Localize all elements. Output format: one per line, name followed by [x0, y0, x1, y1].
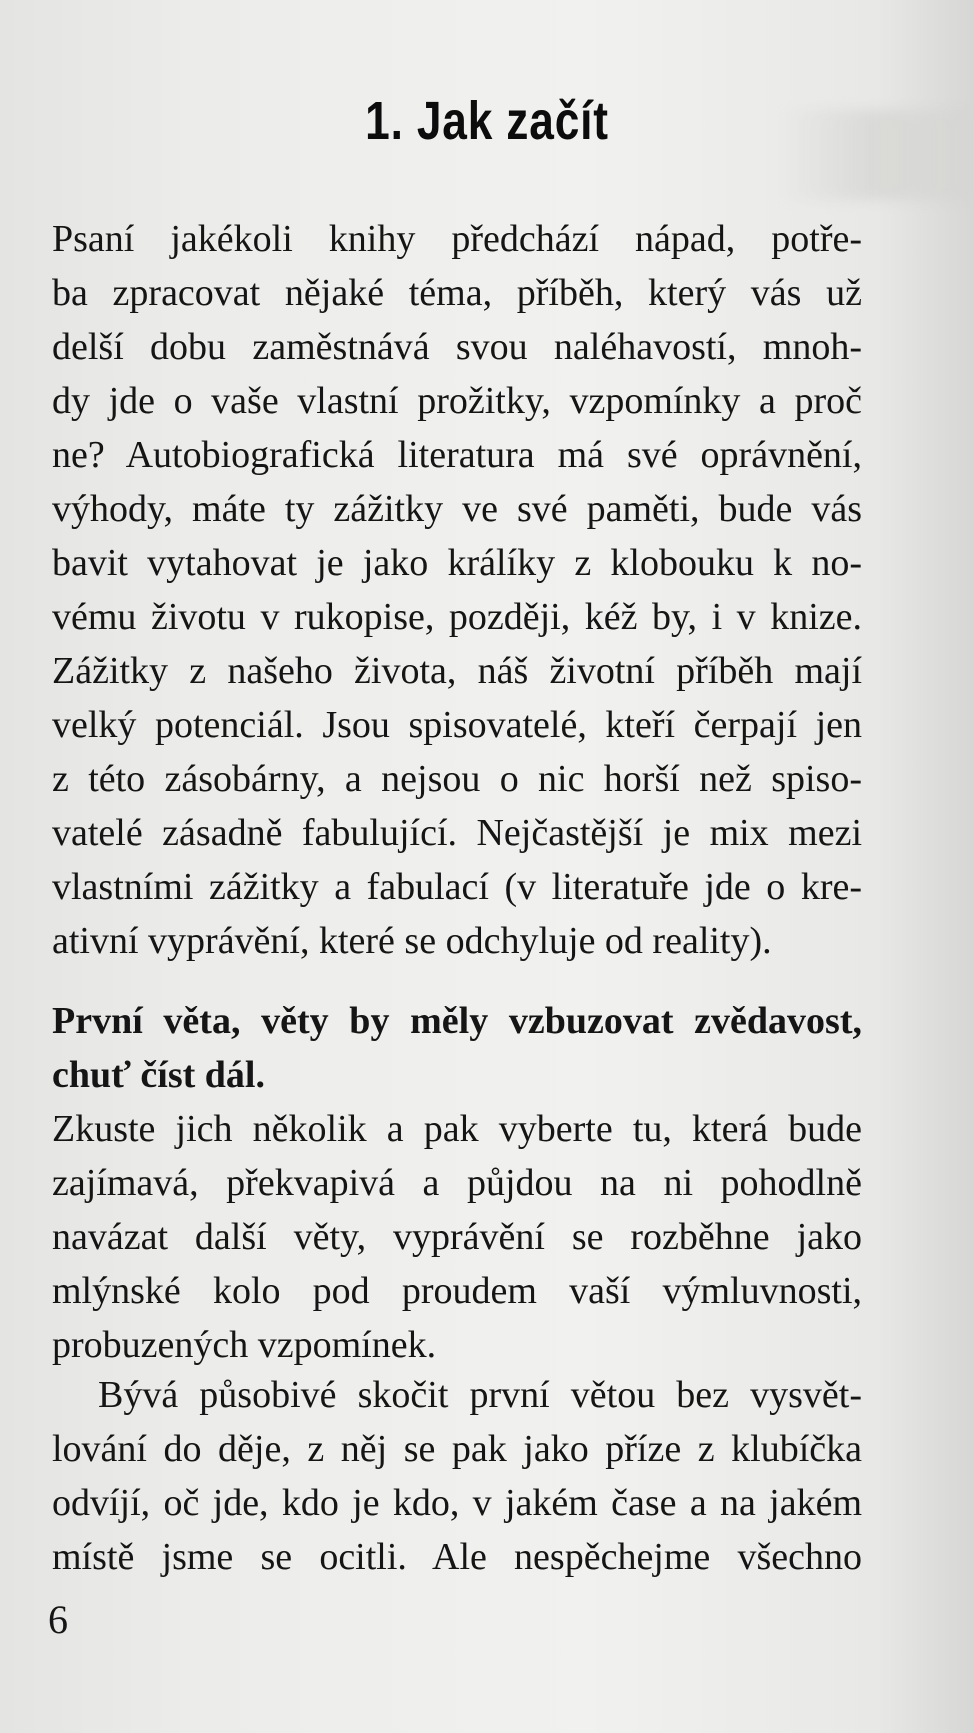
- text-line: výhody, máte ty zážitky ve své paměti, bude vás: [52, 488, 862, 530]
- text-line: dy jde o vaše vlastní prožitky, vzpomínky a proč: [52, 380, 862, 422]
- text-line: ativní vyprávění, které se odchyluje od reality).: [52, 920, 772, 962]
- text-line: ne? Autobiografická literatura má své oprávnění,: [52, 434, 862, 476]
- paragraph-jump-in: [52, 1368, 862, 1584]
- text-line: místě jsme se ocitli. Ale nespěchejme všechno: [52, 1536, 862, 1578]
- text-line: ba zpracovat nějaké téma, příběh, který vás už: [52, 272, 862, 314]
- text-line: vému životu v rukopise, později, kéž by, i v knize.: [52, 596, 862, 638]
- text-line: lování do děje, z něj se pak jako příze z klubíčka: [52, 1428, 862, 1470]
- text-line: odvíjí, oč jde, kdo je kdo, v jakém čase a na jakém: [52, 1482, 862, 1524]
- section-heading: [52, 994, 862, 1102]
- page-number: 6: [48, 1597, 68, 1642]
- text-line: velký potenciál. Jsou spisovatelé, kteří čerpají jen: [52, 704, 862, 746]
- text-line: Zážitky z našeho života, náš životní příběh mají: [52, 650, 862, 692]
- text-line: mlýnské kolo pod proudem vaší výmluvnosti,: [52, 1270, 862, 1312]
- text-line: probuzených vzpomínek.: [52, 1324, 437, 1366]
- heading-line: První věta, věty by měly vzbuzovat zvědavost,: [52, 1000, 862, 1042]
- text-line: navázat další věty, vyprávění se rozběhne jako: [52, 1216, 862, 1258]
- chapter-title: 1. Jak začít: [365, 91, 609, 151]
- heading-line: chuť číst dál.: [52, 1054, 265, 1096]
- paragraph-intro: [52, 212, 862, 968]
- text-line: vlastními zážitky a fabulací (v literatuře jde o kre-: [52, 866, 862, 908]
- text-line: zajímavá, překvapivá a půjdou na ni pohodlně: [52, 1162, 862, 1204]
- text-line: vatelé zásadně fabulující. Nejčastější je mix mezi: [52, 812, 862, 854]
- text-line: Bývá působivé skočit první větou bez vysvět-: [98, 1374, 862, 1416]
- text-line: delší dobu zaměstnává svou naléhavostí, mnoh-: [52, 326, 862, 368]
- text-line: Zkuste jich několik a pak vyberte tu, která bude: [52, 1108, 862, 1150]
- text-line: z této zásobárny, a nejsou o nic horší než spiso-: [52, 758, 862, 800]
- text-line: bavit vytahovat je jako králíky z klobouku k no-: [52, 542, 862, 584]
- text-line: Psaní jakékoli knihy předchází nápad, potře-: [52, 218, 862, 260]
- paragraph-first-sentence: [52, 1102, 862, 1372]
